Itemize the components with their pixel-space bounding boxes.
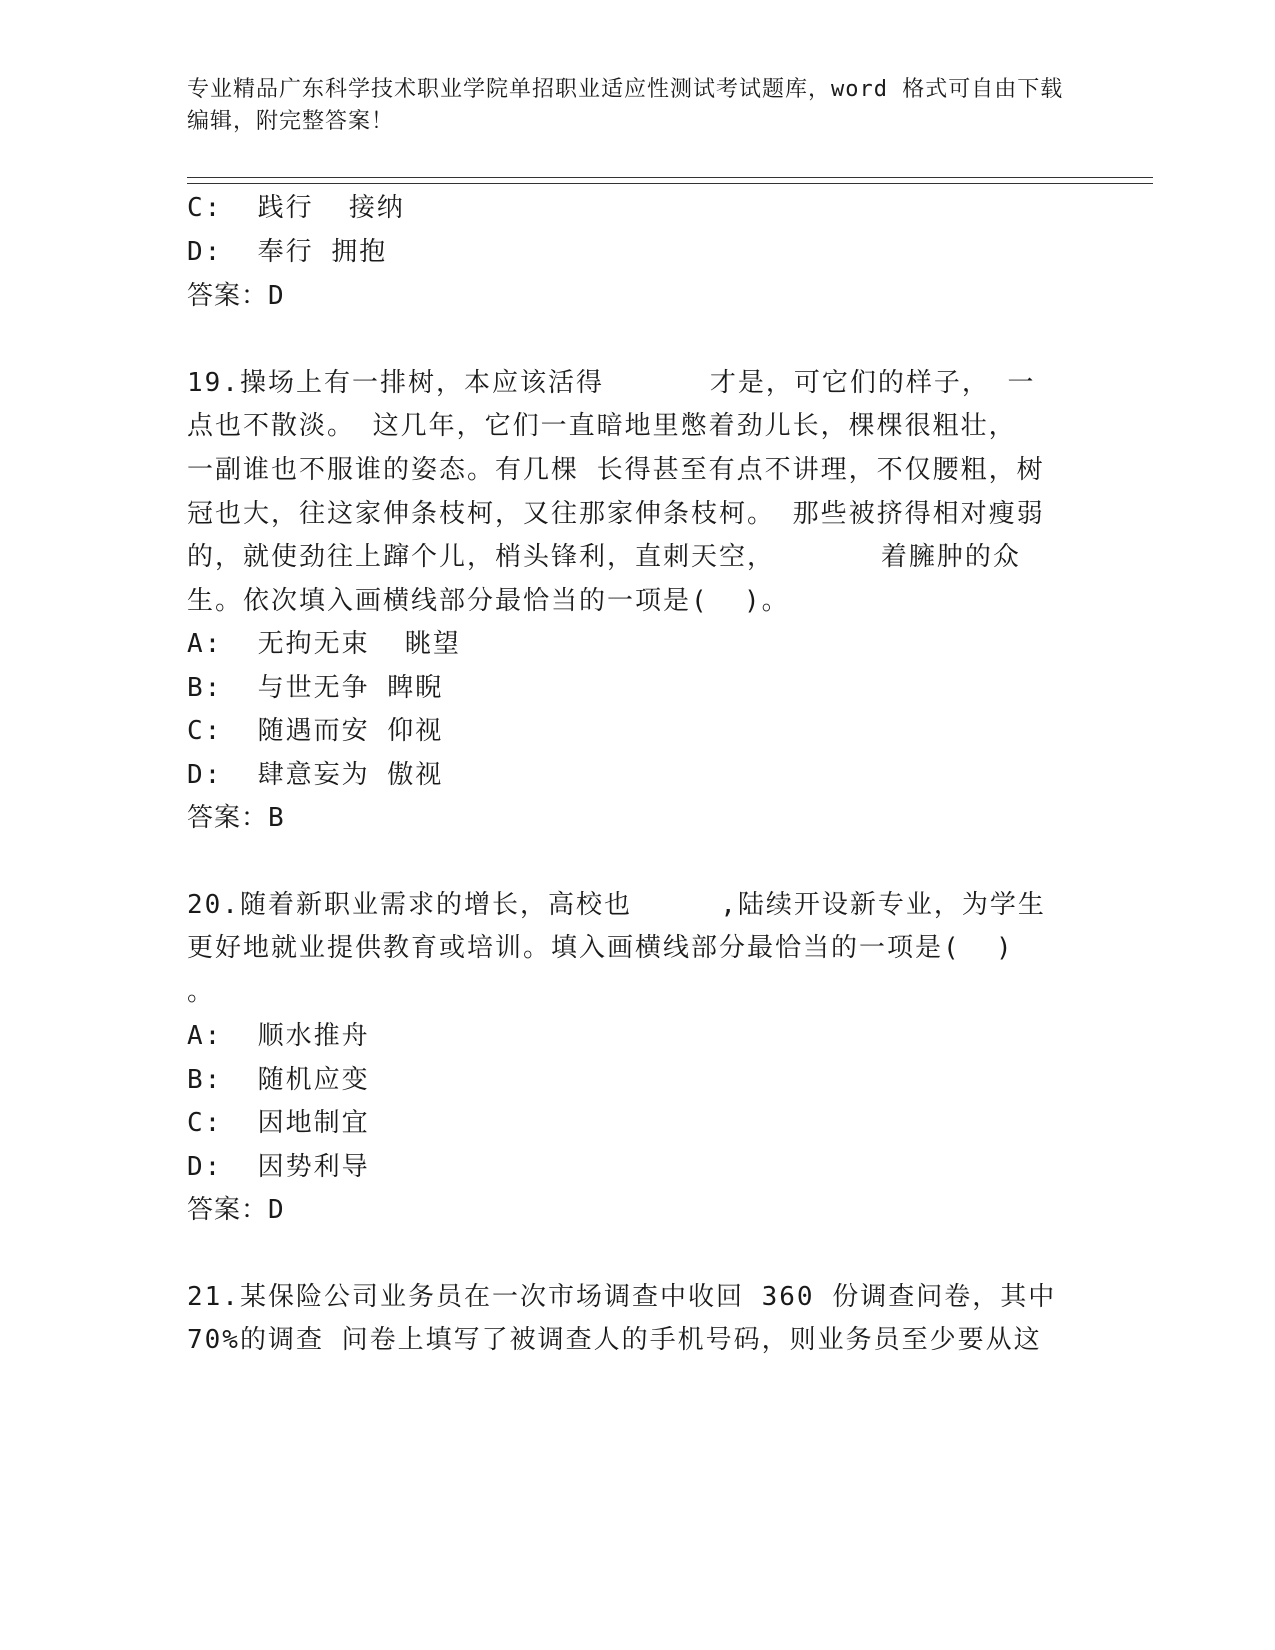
q19-stem-line-5: 的，就使劲往上蹿个儿，梢头锋利，直刺天空， 着臃肿的众	[187, 542, 1021, 572]
q19-answer: 答案：B	[187, 803, 285, 833]
header-rule-bottom	[187, 183, 1153, 184]
q20-option-b: B: 随机应变	[187, 1065, 370, 1095]
q20-stem-line-1: 20.随着新职业需求的增长，高校也 ,陆续开设新专业，为学生	[187, 890, 1046, 920]
q20-option-d: D: 因势利导	[187, 1152, 370, 1182]
q18-option-d: D: 奉行 拥抱	[187, 237, 388, 267]
q19-option-b: B: 与世无争 睥睨	[187, 673, 444, 703]
q19-stem-line-4: 冠也大，往这家伸条枝柯，又往那家伸条枝柯。 那些被挤得相对瘦弱	[187, 499, 1045, 529]
q20-option-a: A: 顺水推舟	[187, 1021, 370, 1051]
q19-option-c: C: 随遇而安 仰视	[187, 716, 444, 746]
q19-stem-line-3: 一副谁也不服谁的姿态。有几棵 长得甚至有点不讲理，不仅腰粗，树	[187, 455, 1045, 485]
page-header: 专业精品广东科学技术职业学院单招职业适应性测试考试题库，word 格式可自由下载编辑，附完整答案！	[187, 77, 1064, 134]
q18-answer: 答案：D	[187, 281, 285, 311]
q19-stem-line-6: 生。依次填入画横线部分最恰当的一项是( )。	[187, 586, 790, 616]
q20-answer: 答案：D	[187, 1195, 285, 1225]
q20-stem-line-2: 更好地就业提供教育或培训。填入画横线部分最恰当的一项是( )	[187, 933, 1014, 963]
q18-option-c: C: 践行 接纳	[187, 193, 405, 223]
q20-option-c: C: 因地制宜	[187, 1108, 370, 1138]
q19-stem-line-1: 19.操场上有一排树，本应该活得 才是，可它们的样子， 一	[187, 368, 1036, 398]
q21-stem-line-2: 70%的调查 问卷上填写了被调查人的手机号码，则业务员至少要从这	[187, 1325, 1042, 1355]
q20-stem-line-3: 。	[187, 977, 216, 1007]
q19-option-d: D: 肆意妄为 傲视	[187, 760, 444, 790]
q19-stem-line-2: 点也不散淡。 这几年，它们一直暗地里憋着劲儿长，棵棵很粗壮，	[187, 411, 1017, 441]
q21-stem-line-1: 21.某保险公司业务员在一次市场调查中收回 360 份调查问卷，其中	[187, 1282, 1057, 1312]
header-rule-top	[187, 177, 1153, 178]
q19-option-a: A: 无拘无束 眺望	[187, 629, 461, 659]
